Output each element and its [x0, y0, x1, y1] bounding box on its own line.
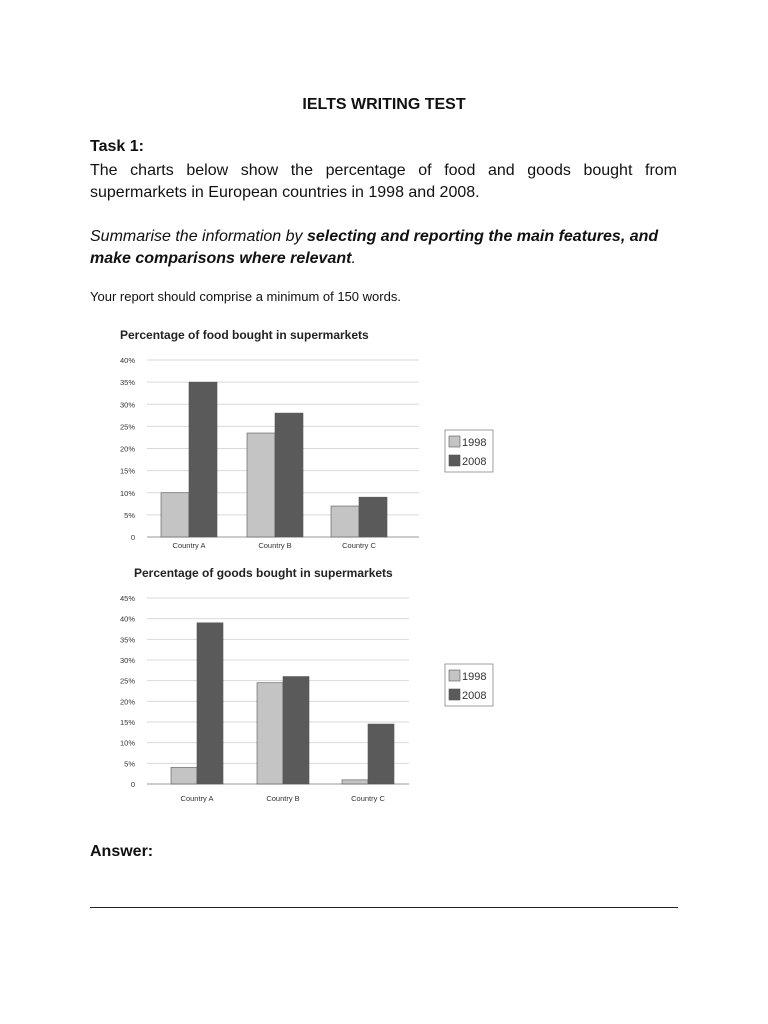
- bar-1998-country-b: [257, 683, 283, 784]
- charts-figure: [92, 312, 522, 824]
- summary-suffix: .: [351, 250, 356, 267]
- y-tick-label: 30%: [119, 656, 135, 665]
- y-tick-label: 0: [130, 533, 135, 542]
- summary-emphasis: selecting and reporting the main features, and make comparisons where relevant: [90, 228, 659, 267]
- answer-label: Answer:: [90, 843, 154, 860]
- y-tick-label: 40%: [119, 356, 135, 365]
- y-tick-label: 45%: [119, 594, 135, 603]
- bar-2008-country-b: [275, 413, 303, 537]
- y-tick-label: 40%: [119, 614, 135, 624]
- y-tick-label: 0: [130, 780, 135, 789]
- bar-2008-country-a: [197, 623, 223, 784]
- bar-2008-country-c: [359, 497, 387, 537]
- legend-label: 1998: [462, 437, 487, 449]
- bar-2008-country-a: [189, 382, 217, 537]
- y-tick-label: 35%: [119, 378, 135, 388]
- y-tick-label: 35%: [119, 635, 135, 645]
- legend-swatch: [449, 670, 460, 681]
- y-tick-label: 20%: [119, 697, 135, 707]
- category-label: Country C: [351, 794, 385, 803]
- bar-1998-country-c: [342, 780, 368, 784]
- y-tick-label: 20%: [119, 444, 135, 454]
- y-tick-label: 5%: [124, 510, 135, 520]
- summary-instruction: [90, 226, 677, 270]
- bar-chart-2: [120, 566, 493, 803]
- category-label: Country C: [342, 541, 376, 550]
- legend-swatch: [449, 689, 460, 700]
- y-tick-label: 30%: [119, 400, 135, 410]
- chart-title: Percentage of goods bought in supermarkets: [134, 566, 393, 580]
- bar-1998-country-a: [171, 767, 197, 784]
- y-tick-label: 10%: [119, 488, 135, 498]
- chart-title: Percentage of food bought in supermarkets: [120, 328, 369, 342]
- category-label: Country A: [172, 541, 206, 550]
- document-title: IELTS WRITING TEST: [302, 96, 466, 113]
- category-label: Country B: [258, 541, 292, 550]
- y-tick-label: 5%: [124, 759, 135, 769]
- summary-prefix: Summarise the information by: [90, 228, 307, 245]
- word-count-note: Your report should comprise a minimum of 150 words.: [90, 289, 401, 304]
- task-description: The charts below show the percentage of food and goods bought from supermarkets in European countries in 1998 and 2008.: [90, 162, 677, 201]
- legend-label: 2008: [462, 690, 487, 702]
- y-tick-label: 15%: [119, 466, 135, 476]
- bar-1998-country-c: [331, 506, 359, 537]
- bar-1998-country-a: [161, 493, 189, 537]
- legend-label: 1998: [462, 671, 487, 683]
- legend-swatch: [449, 455, 460, 466]
- bar-2008-country-b: [283, 677, 309, 784]
- task-label: Task 1:: [90, 138, 144, 155]
- bar-chart-1: [120, 328, 493, 550]
- chart-legend: [445, 664, 493, 706]
- y-tick-label: 15%: [119, 718, 135, 727]
- answer-line[interactable]: [90, 907, 678, 908]
- category-label: Country A: [180, 794, 214, 803]
- legend-swatch: [449, 436, 460, 447]
- bar-2008-country-c: [368, 724, 394, 784]
- bar-1998-country-b: [247, 433, 275, 537]
- chart-legend: [445, 430, 493, 472]
- category-label: Country B: [266, 794, 300, 803]
- y-tick-label: 25%: [119, 422, 135, 432]
- legend-label: 2008: [462, 456, 487, 468]
- y-tick-label: 10%: [119, 738, 135, 748]
- y-tick-label: 25%: [119, 676, 135, 686]
